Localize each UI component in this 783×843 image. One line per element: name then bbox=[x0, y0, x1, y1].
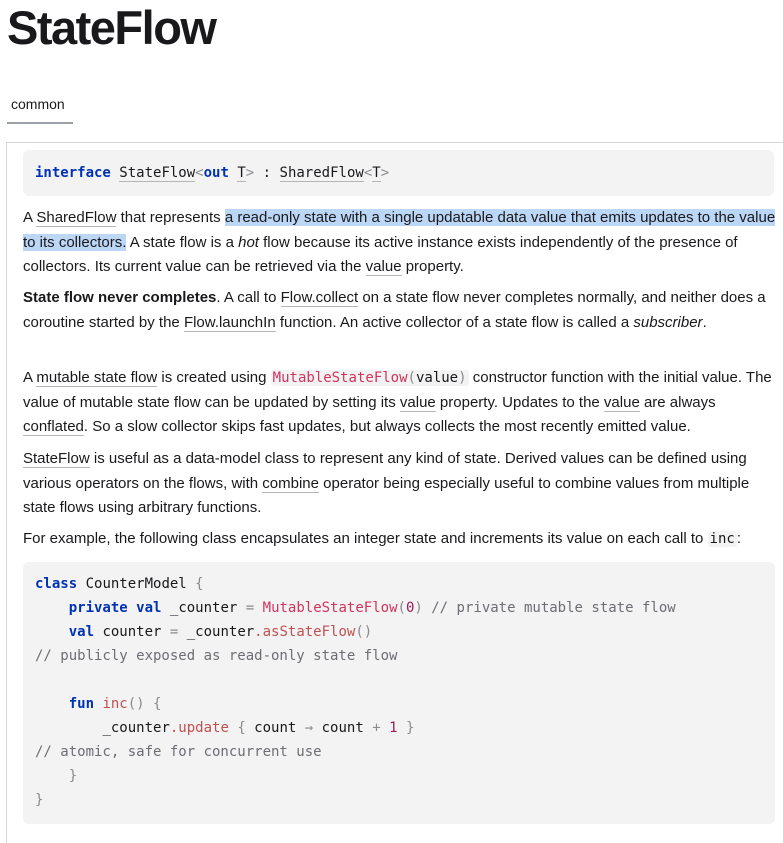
code-comment: // atomic, safe for concurrent use bbox=[35, 744, 322, 760]
code-number: 0 bbox=[405, 600, 415, 616]
code-indent bbox=[35, 720, 102, 736]
code-function[interactable]: .update bbox=[169, 720, 229, 736]
code-arrow: → bbox=[304, 720, 314, 736]
sig-keyword: interface bbox=[35, 165, 111, 181]
code-indent bbox=[35, 600, 69, 616]
sig-gt: > bbox=[245, 165, 255, 181]
code-brace: { bbox=[195, 576, 204, 592]
text: . A call to bbox=[216, 289, 281, 306]
sig-colon: : bbox=[262, 165, 272, 181]
paragraph-example bbox=[23, 527, 778, 552]
code-keyword: class bbox=[35, 576, 78, 592]
text: . bbox=[702, 313, 707, 331]
link-value[interactable]: value bbox=[603, 393, 640, 411]
declaration-signature bbox=[23, 150, 774, 196]
code-operator: = bbox=[245, 600, 255, 616]
code-number: 1 bbox=[389, 720, 398, 736]
link-value[interactable]: value bbox=[365, 258, 402, 275]
sig-lt2: < bbox=[363, 165, 373, 181]
paragraph-intro bbox=[23, 206, 778, 280]
paragraph-never-completes bbox=[23, 286, 778, 335]
paragraph-stateflow-usage bbox=[23, 447, 778, 521]
text: on a state flow never completes normally, and neither does a coroutine started by the bbox=[23, 289, 766, 331]
code-paren: ( bbox=[407, 370, 416, 386]
code-indent bbox=[35, 624, 69, 640]
code-text: _counter bbox=[161, 600, 246, 616]
sig-type-param2-link[interactable]: T bbox=[372, 165, 381, 181]
text: is useful as a data-model class to represent any kind of state. Derived values can be defined using various operators on the flows, with bbox=[23, 450, 747, 492]
code-line bbox=[35, 644, 775, 668]
code-text: CounterModel bbox=[77, 576, 196, 592]
code-function: inc bbox=[94, 696, 128, 712]
code-brace: } bbox=[397, 720, 415, 736]
code-indent bbox=[35, 696, 69, 712]
sig-variance: out bbox=[203, 165, 229, 181]
text: flow because its active instance exists independently of the presence of collectors. Its current value can be retrieved via the bbox=[23, 233, 738, 275]
code-brace: { bbox=[228, 720, 246, 736]
sig-gt2: > bbox=[380, 165, 390, 181]
text: property. bbox=[401, 258, 464, 275]
bold-heading: State flow never completes bbox=[23, 289, 217, 306]
code-fn[interactable]: MutableStateFlow bbox=[272, 370, 408, 386]
code-text: _counter bbox=[102, 720, 170, 736]
code-paren: ( bbox=[397, 600, 406, 616]
code-line bbox=[35, 596, 775, 620]
sig-lt: < bbox=[195, 165, 204, 181]
code-indent bbox=[35, 768, 69, 784]
code-line bbox=[35, 620, 775, 644]
code-line bbox=[35, 716, 775, 740]
hot-emphasis: hot bbox=[238, 233, 259, 251]
code-line bbox=[35, 572, 775, 596]
text: property. Updates to the bbox=[435, 393, 604, 411]
page-title: StateFlow bbox=[7, 1, 216, 54]
text: that represents bbox=[116, 209, 225, 226]
text: are always bbox=[639, 393, 716, 411]
code-line-empty bbox=[35, 668, 775, 692]
code-operator: + bbox=[372, 720, 381, 736]
code-keyword: fun bbox=[68, 696, 95, 712]
code-comment: // publicly exposed as read-only state flow bbox=[35, 648, 398, 664]
code-line bbox=[35, 692, 775, 716]
code-space bbox=[381, 720, 389, 736]
text: function. An active collector of a state flow is called a bbox=[275, 313, 634, 331]
code-line bbox=[35, 764, 775, 788]
code-comment: // private mutable state flow bbox=[422, 600, 676, 616]
text: . So a slow collector skips fast updates, but always collects the most recently emitted value. bbox=[83, 418, 691, 435]
sig-type-param-link[interactable]: T bbox=[237, 165, 246, 181]
code-brace: { bbox=[144, 696, 162, 712]
code-paren: ) bbox=[414, 600, 423, 616]
tab-common[interactable] bbox=[7, 90, 73, 124]
code-text: count bbox=[313, 720, 373, 736]
text: is created using bbox=[157, 369, 271, 386]
code-space bbox=[254, 600, 262, 616]
text: constructor function with the initial value. The value of mutable state flow can be updated by setting its bbox=[23, 369, 772, 411]
inline-code-inc: inc bbox=[709, 531, 735, 547]
code-line bbox=[35, 788, 775, 812]
selected-text: a read-only state with a single updatable data value that emits updates to the value to its collectors. bbox=[23, 209, 776, 251]
code-text: _counter bbox=[178, 624, 255, 640]
code-example bbox=[23, 562, 775, 824]
sig-supertype-link[interactable]: SharedFlow bbox=[279, 165, 364, 181]
link-value[interactable]: value bbox=[399, 393, 436, 411]
link-flow-launchin[interactable]: Flow.launchIn bbox=[183, 313, 276, 331]
subscriber-emphasis: subscriber bbox=[633, 313, 703, 331]
link-flow-collect[interactable]: Flow.collect bbox=[280, 289, 359, 306]
link-stateflow[interactable]: StateFlow bbox=[23, 450, 90, 467]
sig-name-link[interactable]: StateFlow bbox=[119, 165, 196, 181]
code-function[interactable]: .asStateFlow bbox=[254, 624, 356, 640]
code-brace: } bbox=[35, 792, 44, 808]
code-text: counter bbox=[94, 624, 170, 640]
code-arg: value bbox=[415, 370, 459, 386]
code-text: count bbox=[245, 720, 305, 736]
code-paren: () bbox=[355, 624, 373, 640]
code-keyword: private bbox=[68, 600, 128, 616]
link-conflated[interactable]: conflated bbox=[23, 418, 84, 435]
link-combine[interactable]: combine bbox=[262, 474, 319, 492]
text: : bbox=[736, 530, 742, 547]
inline-code-mutablestateflow bbox=[271, 370, 469, 386]
text: A state flow is a bbox=[126, 233, 239, 251]
code-paren: () bbox=[127, 696, 145, 712]
link-mutable-state-flow[interactable]: mutable state flow bbox=[36, 369, 158, 386]
text: A bbox=[23, 369, 37, 386]
code-keyword: val bbox=[68, 624, 95, 640]
link-sharedflow[interactable]: SharedFlow bbox=[36, 209, 117, 226]
paragraph-mutable bbox=[23, 366, 778, 440]
code-space bbox=[128, 600, 136, 616]
code-line bbox=[35, 740, 775, 764]
code-brace: } bbox=[68, 768, 78, 784]
code-function[interactable]: MutableStateFlow bbox=[262, 600, 398, 616]
code-keyword: val bbox=[136, 600, 162, 616]
text: For example, the following class encapsulates an integer state and increments its value on each call to bbox=[23, 530, 708, 547]
code-paren: ) bbox=[458, 370, 467, 386]
text: A bbox=[23, 209, 37, 226]
code-operator: = bbox=[169, 624, 179, 640]
tab-label: common bbox=[11, 96, 65, 112]
text: operator being especially useful to combine values from multiple state flows using arbitrary functions. bbox=[23, 474, 750, 516]
